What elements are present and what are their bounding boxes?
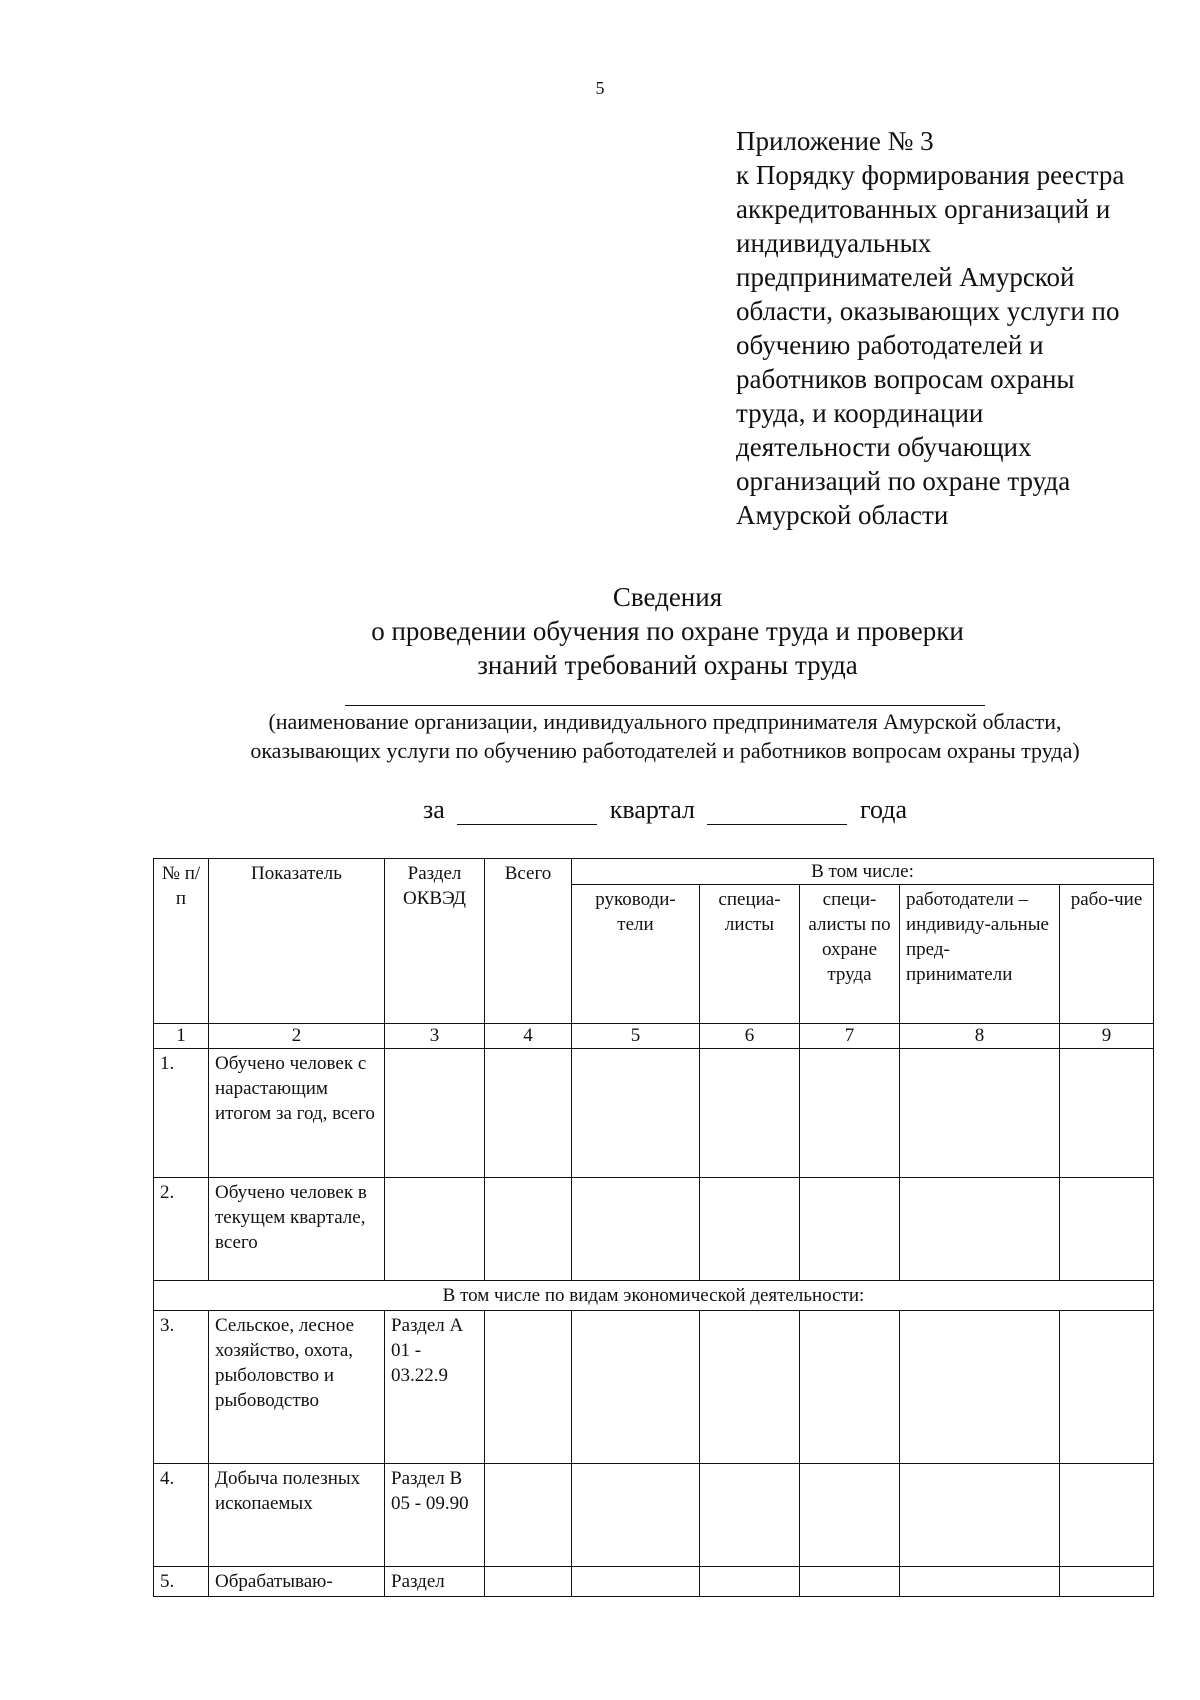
column-number: 4 bbox=[485, 1024, 572, 1049]
header-indicator: Показатель bbox=[209, 859, 385, 1024]
document-title bbox=[0, 580, 1200, 682]
quarter-blank bbox=[457, 798, 597, 825]
row-number: 2. bbox=[154, 1178, 209, 1281]
cell-total[interactable] bbox=[485, 1311, 572, 1464]
cell-workers[interactable] bbox=[1060, 1464, 1154, 1567]
header-safety-specialists: специ-алисты по охране труда bbox=[800, 885, 900, 1024]
appendix-line: труда, и координации bbox=[736, 398, 984, 428]
appendix-line: организаций по охране труда bbox=[736, 466, 1071, 496]
cell-employers-ip[interactable] bbox=[900, 1567, 1060, 1597]
section-caption-row bbox=[154, 1281, 1154, 1311]
column-number: 7 bbox=[800, 1024, 900, 1049]
column-number-row bbox=[154, 1024, 1154, 1049]
appendix-line: обучению работодателей и bbox=[736, 330, 1044, 360]
column-number: 6 bbox=[700, 1024, 800, 1049]
header-employers-ip: работодатели – индивиду-альные пред-приниматели bbox=[900, 885, 1060, 1024]
cell-safety-specialists[interactable] bbox=[800, 1311, 900, 1464]
appendix-line: индивидуальных bbox=[736, 228, 932, 258]
row-indicator: Добыча полезных ископаемых bbox=[209, 1464, 385, 1567]
row-number: 4. bbox=[154, 1464, 209, 1567]
title-line-2: о проведении обучения по охране труда и проверки bbox=[371, 616, 964, 646]
column-number: 1 bbox=[154, 1024, 209, 1049]
period-middle: квартал bbox=[609, 795, 695, 824]
header-specialists: специа-листы bbox=[700, 885, 800, 1024]
cell-specialists[interactable] bbox=[700, 1049, 800, 1178]
reporting-period bbox=[0, 795, 1200, 825]
row-number: 1. bbox=[154, 1049, 209, 1178]
period-prefix: за bbox=[422, 795, 445, 824]
cell-safety-specialists[interactable] bbox=[800, 1567, 900, 1597]
cell-managers[interactable] bbox=[572, 1178, 700, 1281]
row-number: 5. bbox=[154, 1567, 209, 1597]
page-number: 5 bbox=[595, 78, 605, 98]
row-indicator: Сельское, лесное хозяйство, охота, рыболовство и рыбоводство bbox=[209, 1311, 385, 1464]
title-line-3: знаний требований охраны труда bbox=[477, 650, 858, 680]
cell-total[interactable] bbox=[485, 1567, 572, 1597]
appendix-line: работников вопросам охраны bbox=[736, 364, 1075, 394]
cell-specialists[interactable] bbox=[700, 1567, 800, 1597]
section-caption: В том числе по видам экономической деятельности: bbox=[154, 1281, 1154, 1311]
column-number: 3 bbox=[385, 1024, 485, 1049]
header-workers: рабо-чие bbox=[1060, 885, 1154, 1024]
cell-managers[interactable] bbox=[572, 1464, 700, 1567]
row-indicator: Обучено человек с нарастающим итогом за год, всего bbox=[209, 1049, 385, 1178]
appendix-block bbox=[736, 124, 1156, 532]
row-indicator: Обучено человек в текущем квартале, всего bbox=[209, 1178, 385, 1281]
cell-employers-ip[interactable] bbox=[900, 1049, 1060, 1178]
cell-total[interactable] bbox=[485, 1049, 572, 1178]
org-caption-line-1: (наименование организации, индивидуального предпринимателя Амурской области, bbox=[268, 709, 1062, 734]
table-row bbox=[154, 1049, 1154, 1178]
organization-caption bbox=[190, 707, 1140, 765]
cell-specialists[interactable] bbox=[700, 1311, 800, 1464]
row-indicator: Обрабатываю- bbox=[209, 1567, 385, 1597]
column-number: 5 bbox=[572, 1024, 700, 1049]
row-section bbox=[385, 1178, 485, 1281]
appendix-line: Амурской области bbox=[736, 500, 949, 530]
appendix-line: Приложение № 3 bbox=[736, 126, 934, 156]
column-number: 8 bbox=[900, 1024, 1060, 1049]
row-number: 3. bbox=[154, 1311, 209, 1464]
cell-managers[interactable] bbox=[572, 1567, 700, 1597]
cell-managers[interactable] bbox=[572, 1049, 700, 1178]
cell-workers[interactable] bbox=[1060, 1311, 1154, 1464]
cell-specialists[interactable] bbox=[700, 1464, 800, 1567]
cell-safety-specialists[interactable] bbox=[800, 1464, 900, 1567]
appendix-line: деятельности обучающих bbox=[736, 432, 1032, 462]
period-suffix: года bbox=[859, 795, 908, 824]
column-number: 9 bbox=[1060, 1024, 1154, 1049]
cell-employers-ip[interactable] bbox=[900, 1311, 1060, 1464]
header-okved-section: Раздел ОКВЭД bbox=[385, 859, 485, 1024]
cell-total[interactable] bbox=[485, 1464, 572, 1567]
header-num: № п/п bbox=[154, 859, 209, 1024]
cell-workers[interactable] bbox=[1060, 1178, 1154, 1281]
cell-employers-ip[interactable] bbox=[900, 1178, 1060, 1281]
cell-workers[interactable] bbox=[1060, 1049, 1154, 1178]
appendix-line: предпринимателей Амурской bbox=[736, 262, 1075, 292]
year-blank bbox=[707, 798, 847, 825]
table-row bbox=[154, 1311, 1154, 1464]
cell-safety-specialists[interactable] bbox=[800, 1049, 900, 1178]
appendix-line: области, оказывающих услуги по bbox=[736, 296, 1120, 326]
organization-name-blank bbox=[345, 705, 985, 706]
column-number: 2 bbox=[209, 1024, 385, 1049]
row-section bbox=[385, 1049, 485, 1178]
cell-managers[interactable] bbox=[572, 1311, 700, 1464]
header-total: Всего bbox=[485, 859, 572, 1024]
cell-specialists[interactable] bbox=[700, 1178, 800, 1281]
org-caption-line-2: оказывающих услуги по обучению работодателей и работников вопросам охраны труда) bbox=[250, 738, 1080, 763]
row-section: Раздел bbox=[385, 1567, 485, 1597]
table-row bbox=[154, 1178, 1154, 1281]
row-section: Раздел B 05 - 09.90 bbox=[385, 1464, 485, 1567]
table-row bbox=[154, 1567, 1154, 1597]
title-line-1: Сведения bbox=[612, 582, 723, 612]
appendix-line: аккредитованных организаций и bbox=[736, 194, 1111, 224]
cell-employers-ip[interactable] bbox=[900, 1464, 1060, 1567]
statistics-table bbox=[153, 858, 1154, 1597]
row-section: Раздел A 01 - 03.22.9 bbox=[385, 1311, 485, 1464]
appendix-line: к Порядку формирования реестра bbox=[736, 160, 1125, 190]
cell-workers[interactable] bbox=[1060, 1567, 1154, 1597]
cell-total[interactable] bbox=[485, 1178, 572, 1281]
cell-safety-specialists[interactable] bbox=[800, 1178, 900, 1281]
header-including: В том числе: bbox=[572, 859, 1154, 885]
header-managers: руководи-тели bbox=[572, 885, 700, 1024]
table-row bbox=[154, 1464, 1154, 1567]
